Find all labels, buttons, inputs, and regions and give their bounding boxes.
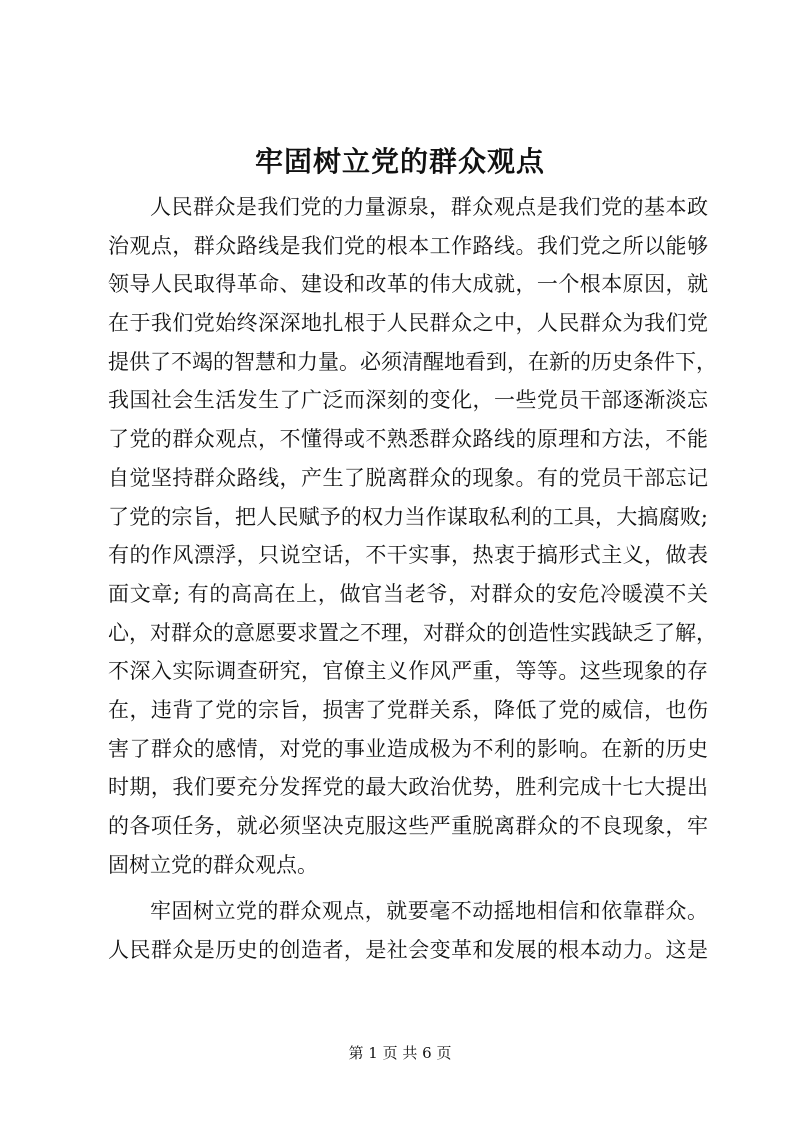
- text-line: 时期，我们要充分发挥党的最大政治优势，胜利完成十七大提出: [108, 775, 708, 800]
- page-footer: 第 1 页 共 6 页: [348, 1044, 452, 1062]
- text-line: 自觉坚持群众路线，产生了脱离群众的现象。有的党员干部忘记: [108, 465, 708, 490]
- text-line: 领导人民取得革命、建设和改革的伟大成就，一个根本原因，就: [108, 272, 708, 297]
- text-line: 有的作风漂浮，只说空话，不干实事，热衷于搞形式主义，做表: [108, 543, 708, 568]
- paragraph-gap: [108, 884, 708, 892]
- text-line: 在，违背了党的宗旨，损害了党群关系，降低了党的威信，也伤: [108, 697, 708, 722]
- paragraph-2: [108, 892, 708, 969]
- text-line: 我国社会生活发生了广泛而深刻的变化，一些党员干部逐渐淡忘: [108, 388, 708, 413]
- text-line: 人民群众是我们党的力量源泉，群众观点是我们党的基本政: [150, 195, 708, 219]
- text-line: 牢固树立党的群众观点，就要毫不动摇地相信和依靠群众。: [150, 899, 708, 924]
- text-line: 在于我们党始终深深地扎根于人民群众之中，人民群众为我们党: [108, 311, 708, 336]
- text-line: 了党的群众观点，不懂得或不熟悉群众路线的原理和方法，不能: [108, 427, 708, 452]
- text-line: 治观点，群众路线是我们党的根本工作路线。我们党之所以能够: [108, 233, 708, 258]
- text-line: 心，对群众的意愿要求置之不理，对群众的创造性实践缺乏了解，: [108, 620, 717, 645]
- paragraph-1: [108, 188, 717, 884]
- text-line: 面文章; 有的高高在上，做官当老爷，对群众的安危冷暖漠不关: [108, 581, 708, 606]
- text-line: 害了群众的感情，对党的事业造成极为不利的影响。在新的历史: [108, 736, 708, 761]
- document-title: 牢固树立党的群众观点: [254, 145, 545, 178]
- text-line: 了党的宗旨，把人民赋予的权力当作谋取私利的工具，大搞腐败;: [108, 504, 708, 529]
- text-line: 人民群众是历史的创造者，是社会变革和发展的根本动力。这是: [108, 938, 708, 963]
- text-line: 提供了不竭的智慧和力量。必须清醒地看到，在新的历史条件下，: [108, 349, 717, 374]
- text-line: 的各项任务，就必须坚决克服这些严重脱离群众的不良现象，牢: [108, 814, 708, 838]
- text-line: 固树立党的群众观点。: [108, 852, 318, 877]
- text-line: 不深入实际调查研究，官僚主义作风严重，等等。这些现象的存: [108, 659, 708, 684]
- document-body: [108, 188, 717, 970]
